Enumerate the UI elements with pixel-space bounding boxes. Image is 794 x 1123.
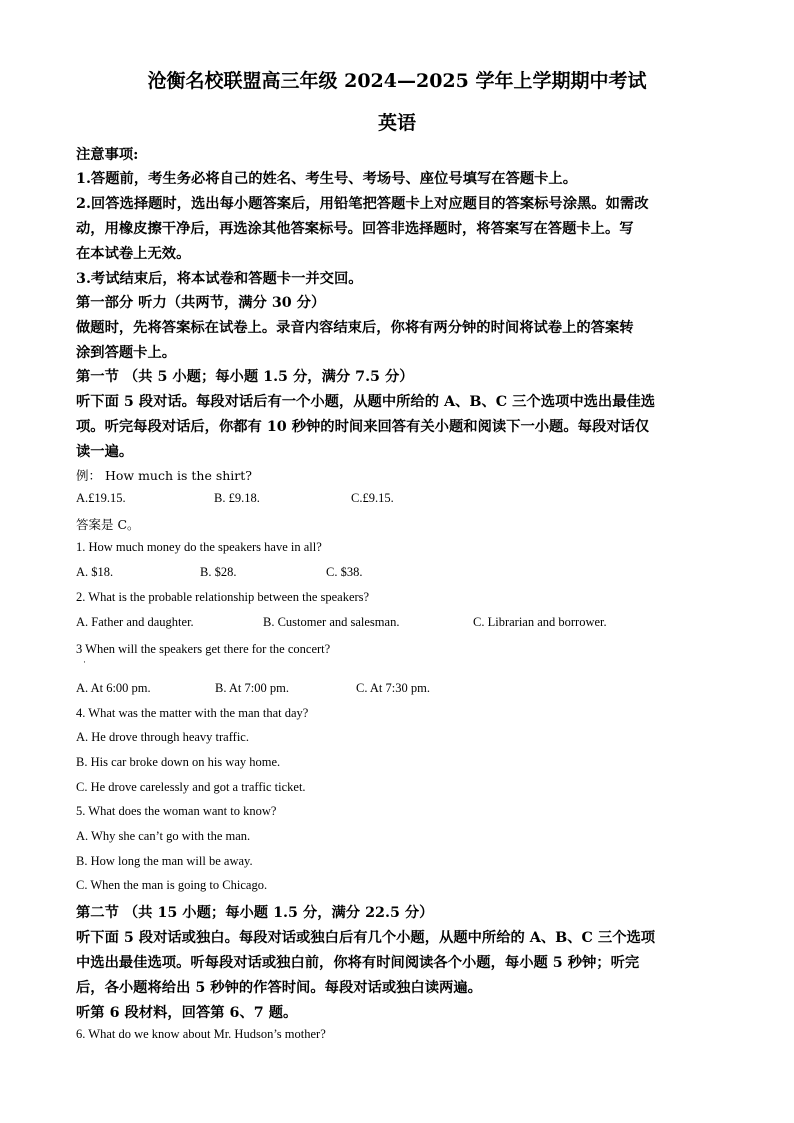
question-3-option-b: B. At 7:00 pm. — [215, 681, 289, 695]
question-5-option-a: A. Why she can’t go with the man. — [76, 829, 251, 843]
notice-item-2-line-2: 动，用橡皮擦干净后，再选涂其他答案标号。回答非选择题时，将答案写在答题卡上。写 — [76, 221, 634, 237]
section2-heading: 第二节 （共 15 小题；每小题 1.5 分，满分 22.5 分） — [76, 905, 434, 921]
example-option-b: B. £9.18. — [214, 491, 260, 505]
stray-mark: · — [83, 657, 86, 667]
question-4: 4. What was the matter with the man that day? — [76, 706, 309, 720]
subject-title: 英语 — [377, 112, 416, 134]
question-5-option-b: B. How long the man will be away. — [76, 854, 253, 868]
part1-heading: 第一部分 听力（共两节，满分 30 分） — [76, 295, 326, 311]
example-question: 例： How much is the shirt? — [76, 468, 252, 483]
section1-heading: 第一节 （共 5 小题；每小题 1.5 分，满分 7.5 分） — [76, 369, 414, 385]
question-3-option-c: C. At 7:30 pm. — [356, 681, 430, 695]
question-3: 3 When will the speakers get there for the concert? — [76, 642, 331, 656]
material-6-instruction: 听第 6 段材料，回答第 6、7 题。 — [76, 1005, 298, 1021]
question-4-option-c: C. He drove carelessly and got a traffic ticket. — [76, 780, 306, 794]
notice-item-2-line-1: 2.回答选择题时，选出每小题答案后，用铅笔把答题卡上对应题目的答案标号涂黑。如需改 — [76, 196, 649, 212]
section2-instruction-line-3: 后，各小题将给出 5 秒钟的作答时间。每段对话或独白读两遍。 — [76, 980, 482, 996]
question-2: 2. What is the probable relationship between the speakers? — [76, 590, 370, 604]
question-2-option-b: B. Customer and salesman. — [263, 615, 400, 629]
exam-title: 沧衡名校联盟高三年级 2024—2025 学年上学期期中考试 — [147, 70, 647, 92]
question-2-option-a: A. Father and daughter. — [76, 615, 194, 629]
part1-instruction-line-2: 涂到答题卡上。 — [76, 345, 177, 361]
notice-item-1: 1.答题前，考生务必将自己的姓名、考生号、考场号、座位号填写在答题卡上。 — [76, 171, 578, 187]
question-5: 5. What does the woman want to know? — [76, 804, 277, 818]
notice-item-3: 3.考试结束后，将本试卷和答题卡一并交回。 — [76, 271, 363, 287]
question-6: 6. What do we know about Mr. Hudson’s mother? — [76, 1027, 326, 1041]
question-2-option-c: C. Librarian and borrower. — [473, 615, 607, 629]
notice-heading: 注意事项: — [76, 147, 139, 163]
example-answer: 答案是 C。 — [76, 517, 140, 532]
section1-instruction-line-1: 听下面 5 段对话。每段对话后有一个小题，从题中所给的 A、B、C 三个选项中选出最佳选 — [76, 394, 656, 410]
section1-instruction-line-3: 读一遍。 — [76, 444, 134, 460]
question-1-option-a: A. $18. — [76, 565, 114, 579]
section1-instruction-line-2: 项。听完每段对话后，你都有 10 秒钟的时间来回答有关小题和阅读下一小题。每段对话仅 — [76, 419, 650, 435]
question-3-option-a: A. At 6:00 pm. — [76, 681, 151, 695]
question-1-option-b: B. $28. — [200, 565, 237, 579]
example-option-c: C.£9.15. — [351, 491, 394, 505]
question-5-option-c: C. When the man is going to Chicago. — [76, 878, 268, 892]
question-1: 1. How much money do the speakers have in all? — [76, 540, 322, 554]
section2-instruction-line-2: 中选出最佳选项。听每段对话或独白前，你将有时间阅读各个小题，每小题 5 秒钟；听完 — [76, 955, 640, 971]
example-option-a: A.£19.15. — [76, 491, 126, 505]
part1-instruction-line-1: 做题时，先将答案标在试卷上。录音内容结束后，你将有两分钟的时间将试卷上的答案转 — [76, 320, 634, 336]
section2-instruction-line-1: 听下面 5 段对话或独白。每段对话或独白后有几个小题，从题中所给的 A、B、C 三个选项 — [76, 930, 656, 946]
notice-item-2-line-3: 在本试卷上无效。 — [76, 246, 191, 262]
question-4-option-a: A. He drove through heavy traffic. — [76, 730, 249, 744]
question-1-option-c: C. $38. — [326, 565, 363, 579]
question-4-option-b: B. His car broke down on his way home. — [76, 755, 281, 769]
